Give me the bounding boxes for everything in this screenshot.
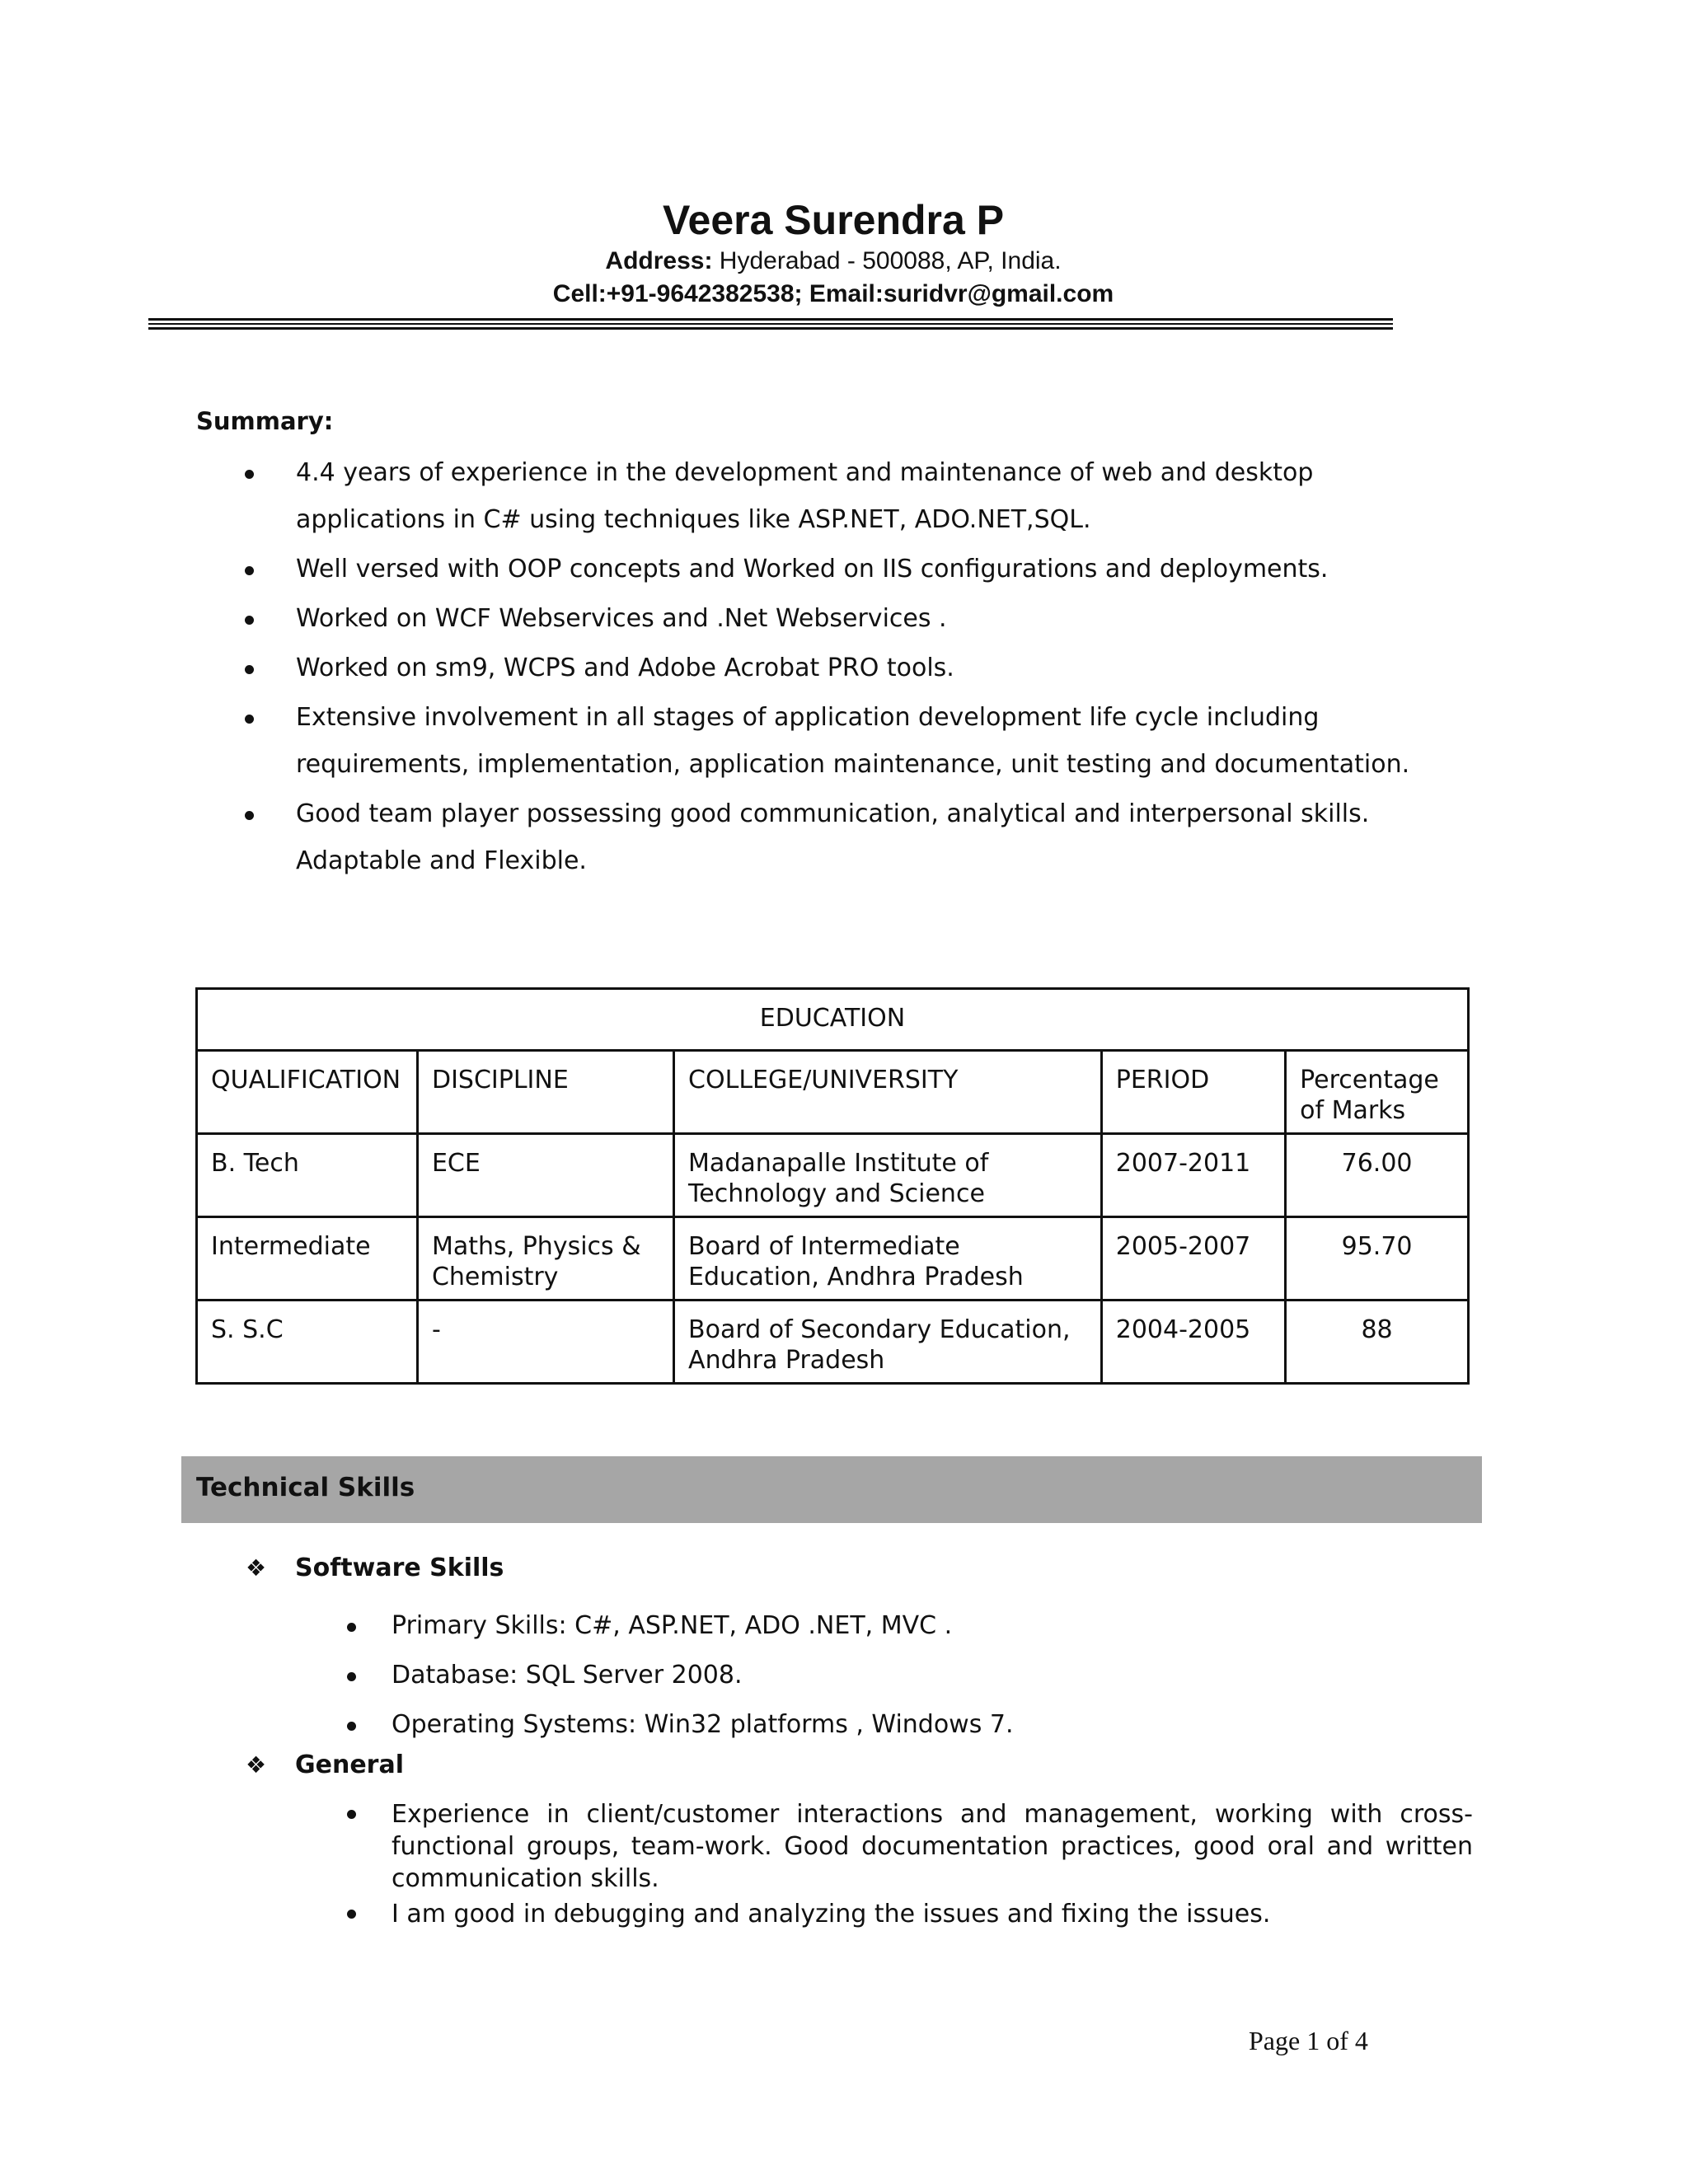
column-header: DISCIPLINE (417, 1051, 673, 1134)
bullet-icon (245, 665, 254, 674)
summary-item: 4.4 years of experience in the development and maintenance of web and desktop applications in C# using techniques like ASP.NET, ADO.NET,SQL. (245, 449, 1465, 543)
table-row (197, 1134, 1469, 1217)
software-skills-list (344, 1601, 1473, 1750)
table-cell: Board of Intermediate Education, Andhra Pradesh (674, 1217, 1102, 1301)
header-rule-middle (148, 323, 1393, 325)
bullet-icon (347, 1910, 356, 1919)
address-line (0, 247, 1667, 275)
bullet-icon (347, 1672, 356, 1681)
contact-line: Cell:+91-9642382538; Email:suridvr@gmail.com (552, 280, 1114, 307)
table-cell: ECE (417, 1134, 673, 1217)
table-cell: 76.00 (1286, 1134, 1469, 1217)
header-rule-bottom (148, 327, 1393, 330)
general-list (344, 1798, 1473, 1930)
column-header: PERIOD (1101, 1051, 1285, 1134)
software-skills-heading: ❖ Software Skills (246, 1554, 504, 1582)
table-cell: 88 (1286, 1301, 1469, 1384)
bullet-icon (245, 470, 254, 479)
bullet-icon (347, 1623, 356, 1632)
education-table (195, 987, 1470, 1385)
table-cell: Madanapalle Institute of Technology and Science (674, 1134, 1102, 1217)
bullet-icon (347, 1722, 356, 1731)
address-value: Hyderabad - 500088, AP, India. (712, 247, 1062, 274)
summary-item: Worked on WCF Webservices and .Net Webservices . (245, 595, 1465, 642)
candidate-name: Veera Surendra P (662, 197, 1005, 243)
table-cell: S. S.C (197, 1301, 418, 1384)
diamond-bullet-icon: ❖ (246, 1554, 267, 1582)
summary-item: Well versed with OOP concepts and Worked on IIS configurations and deployments. (245, 546, 1465, 593)
general-heading: ❖ General (246, 1750, 404, 1779)
summary-item: Extensive involvement in all stages of application development life cycle including requirements, implementation, application maintenance, unit testing and documentation. (245, 694, 1465, 788)
page-number: Page 1 of 4 (1249, 2026, 1368, 2055)
summary-heading: Summary: (196, 407, 334, 435)
table-cell: B. Tech (197, 1134, 418, 1217)
table-cell: 2004-2005 (1101, 1301, 1285, 1384)
diamond-bullet-icon: ❖ (246, 1751, 267, 1779)
table-row (197, 1217, 1469, 1301)
bullet-icon (245, 811, 254, 820)
summary-item: Good team player possessing good communication, analytical and interpersonal skills. Adaptable and Flexible. (245, 790, 1465, 884)
summary-list (245, 449, 1465, 887)
list-item: Operating Systems: Win32 platforms , Windows 7. (344, 1700, 1473, 1750)
table-cell: - (417, 1301, 673, 1384)
list-item: I am good in debugging and analyzing the issues and fixing the issues. (344, 1898, 1473, 1930)
technical-skills-heading: Technical Skills (196, 1473, 415, 1502)
table-cell: Board of Secondary Education, Andhra Pradesh (674, 1301, 1102, 1384)
column-header: Percentage of Marks (1286, 1051, 1469, 1134)
table-cell: 2007-2011 (1101, 1134, 1285, 1217)
list-item: Experience in client/customer interactions and management, working with cross-functional groups, team-work. Good documentation practices, good oral and written communication skills. (344, 1798, 1473, 1895)
address-label: Address: (605, 247, 713, 274)
table-cell: 2005-2007 (1101, 1217, 1285, 1301)
header-rule-top (148, 318, 1393, 321)
column-header: QUALIFICATION (197, 1051, 418, 1134)
bullet-icon (245, 566, 254, 575)
bullet-icon (245, 616, 254, 625)
list-item: Primary Skills: C#, ASP.NET, ADO .NET, MVC . (344, 1601, 1473, 1651)
education-caption: EDUCATION (197, 989, 1469, 1051)
bullet-icon (245, 715, 254, 724)
table-cell: Intermediate (197, 1217, 418, 1301)
column-header: COLLEGE/UNIVERSITY (674, 1051, 1102, 1134)
table-row (197, 1301, 1469, 1384)
summary-item: Worked on sm9, WCPS and Adobe Acrobat PRO tools. (245, 644, 1465, 691)
education-caption-row (197, 989, 1469, 1051)
technical-skills-bar (181, 1456, 1482, 1523)
table-cell: Maths, Physics & Chemistry (417, 1217, 673, 1301)
bullet-icon (347, 1810, 356, 1819)
table-cell: 95.70 (1286, 1217, 1469, 1301)
education-header-row (197, 1051, 1469, 1134)
list-item: Database: SQL Server 2008. (344, 1651, 1473, 1700)
